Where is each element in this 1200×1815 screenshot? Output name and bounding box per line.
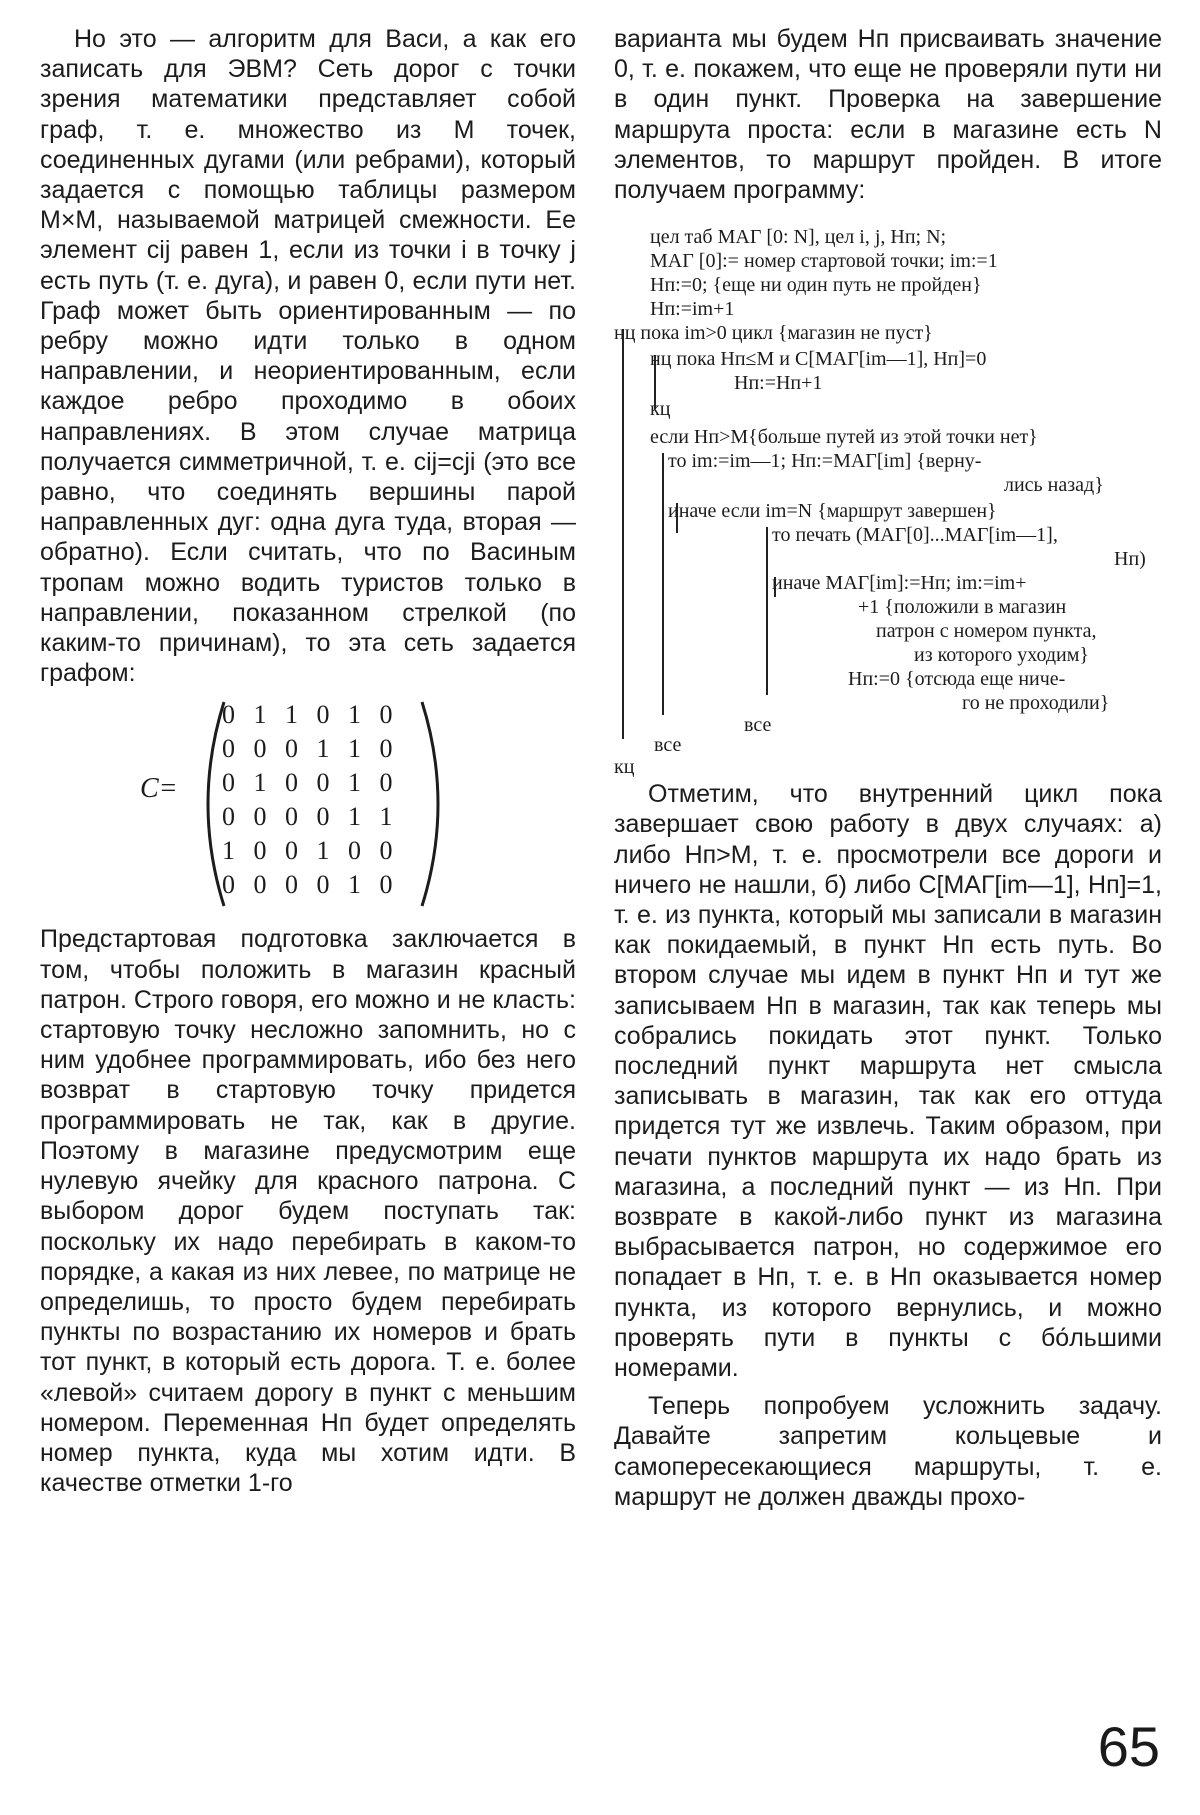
code-line: +1 {положили в магазин xyxy=(858,596,1067,619)
code-line: цел таб МАГ [0: N], цел i, j, Нп; N; xyxy=(650,226,947,249)
matrix-row: 0 0 0 0 1 0 xyxy=(222,870,399,900)
code-line: кц xyxy=(614,756,635,779)
matrix-label: C= xyxy=(140,773,178,805)
code-line: из которого уходим} xyxy=(914,644,1090,667)
matrix-row: 0 0 0 1 1 0 xyxy=(222,734,399,764)
left-paragraph-2: Предстартовая подготовка заключается в том, чтобы положить в магазин красный патрон. Строго говоря, его можно и не класть: стартовую точку несложно запомнить, но с ним удобнее программировать, ибо без него возврат в стартовую точку придется программировать не так, как в другие. Поэтому в магазине предусмотрим еще нулевую ячейку для красного патрона. С выбором дорог будем поступать так: поскольку их надо перебирать в каком-то порядке, а какая из них левее, по матрице не определишь, то просто будем перебирать пункты по возрастанию их номеров и брать тот пункт, в который есть дорога. Т. е. более «левой» считаем дорогу в пункт с меньшим номером. Переменная Нп будет определять номер пункта, куда мы хотим идти. В качестве отметки 1-го xyxy=(40,925,576,1498)
nested-if-bar xyxy=(766,527,768,695)
right-paragraph-3: Теперь попробуем усложнить задачу. Давайте запретим кольцевые и самопересекающиеся маршруты, т. е. маршрут не должен дважды прохо- xyxy=(614,1392,1162,1511)
code-line: кц xyxy=(650,398,671,421)
code-line: Нп) xyxy=(1114,548,1146,571)
code-line: то im:=im—1; Нп:=МАГ[im] {верну- xyxy=(668,450,982,473)
code-line: если Нп>M{больше путей из этой точки нет} xyxy=(650,426,1038,449)
code-line: Нп:=Нп+1 xyxy=(734,372,823,395)
matrix-row: 0 1 0 0 1 0 xyxy=(222,768,399,798)
code-line: все xyxy=(654,734,682,757)
program-listing xyxy=(614,225,1162,779)
code-line: Нп:=0 {отсюда еще ниче- xyxy=(848,668,1066,691)
code-line: иначе если im=N {маршрут завершен} xyxy=(668,500,997,523)
code-line: МАГ [0]:= номер стартовой точки; im:=1 xyxy=(650,250,998,273)
code-line: нц пока im>0 цикл {магазин не пуст} xyxy=(614,322,933,345)
right-column xyxy=(614,24,1162,1512)
code-line: то печать (МАГ[0]...МАГ[im—1], xyxy=(772,524,1058,547)
matrix-row: 1 0 0 1 0 0 xyxy=(222,836,399,866)
matrix-row: 0 0 0 0 1 1 xyxy=(222,802,399,832)
outer-loop-bar xyxy=(622,329,624,739)
code-line: лись назад} xyxy=(1004,474,1104,497)
left-paragraph-1: Но это — алгоритм для Васи, а как его записать для ЭВМ? Сеть дорог с точки зрения математики представляет собой граф, т. е. множество из M точек, соединенных дугами (или ребрами), который задается с помощью таблицы размером M×M, называемой матрицей смежности. Ее элемент cij равен 1, если из точки i в точку j есть путь (т. е. дуга), и равен 0, если пути нет. Граф может быть ориентированным — по ребру можно идти только в одном направлении, и неориентированным, если каждое ребро проходимо в обоих направлениях. В этом случае матрица получается симметричной, т. е. cij=cji (это все равно, что соединять вершины парой направленных дуг: одна дуга туда, вторая — обратно). Если считать, что по Васиным тропам можно водить туристов только в направлении, показанном стрелкой (по каким-то причинам), то эта сеть задается графом: xyxy=(40,25,576,688)
left-column xyxy=(40,24,576,1498)
code-line: Нп:=im+1 xyxy=(650,298,735,321)
code-line: го не проходили} xyxy=(962,692,1110,715)
right-paragraph-1: варианта мы будем Нп присваивать значение 0, т. е. покажем, что еще не проверяли пути ни в один пункт. Проверка на завершение маршрута проста: если в магазине есть N элементов, то маршрут пройден. В итоге получаем программу: xyxy=(614,25,1162,205)
matrix-row: 0 1 1 0 1 0 xyxy=(222,700,399,730)
if-bar xyxy=(662,453,664,715)
code-line: Нп:=0; {еще ни один путь не пройден} xyxy=(650,274,982,297)
code-line: патрон с номером пункта, xyxy=(876,620,1097,643)
adjacency-matrix xyxy=(40,698,576,910)
code-line: все xyxy=(744,714,772,737)
page-number: 65 xyxy=(1097,1715,1160,1778)
code-line: нц пока Нп≤M и C[МАГ[im—1], Нп]=0 xyxy=(650,348,987,371)
right-paragraph-2: Отметим, что внутренний цикл пока завершает свою работу в двух случаях: а) либо Нп>M, т. е. просмотрели все дороги и ничего не нашли, б) либо C[МАГ[im—1], Нп]=1, т. е. из пункта, который мы записали в магазин как покидаемый, в пункт Нп есть путь. Во втором случае мы идем в пункт Нп и тут же записываем Нп в магазин, так как теперь мы собрались покидать этот пункт. Только последний пункт маршрута нет смысла записывать в магазин, так как его оттуда придется тут же извлечь. Таким образом, при печати пунктов маршрута их надо брать из магазина, а последний пункт — из Нп. При возврате в какой-либо пункт из магазина выбрасывается патрон, но содержимое его попадает в Нп, т. е. в Нп оказывается номер пункта, из которого вернулись, и можно проверять пути в пункты с бо́льшими номерами. xyxy=(614,780,1162,1383)
code-line: иначе МАГ[im]:=Нп; im:=im+ xyxy=(772,572,1027,595)
